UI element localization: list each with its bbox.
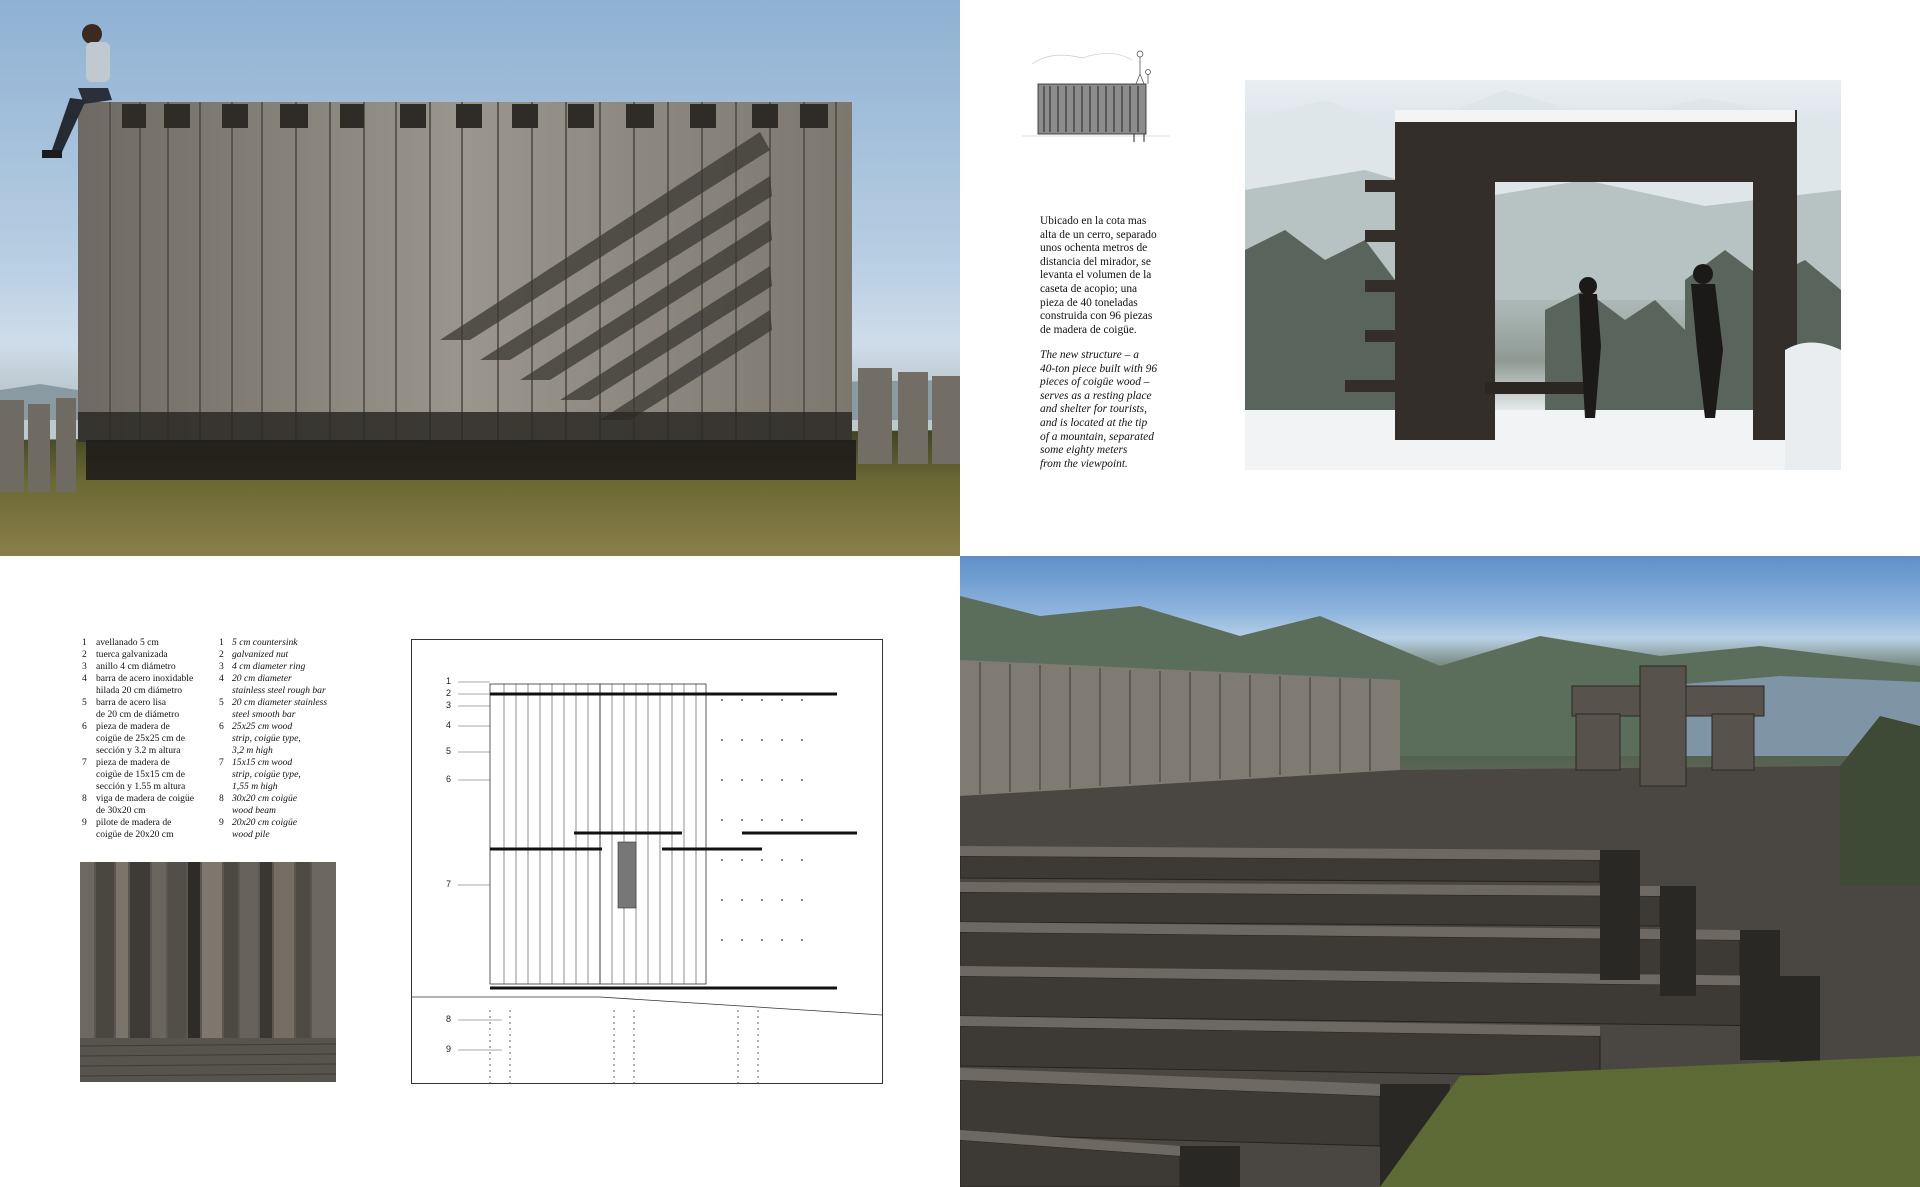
legend-number: 5	[219, 697, 224, 708]
intro-line: from the viewpoint.	[1040, 457, 1128, 470]
legend-text: tuerca galvanizada	[96, 649, 168, 660]
legend-item	[82, 793, 194, 817]
intro-line: Ubicado en la cota mas	[1040, 215, 1147, 227]
legend-number: 4	[82, 673, 87, 684]
legend-text: galvanized nut	[232, 649, 289, 660]
legend-text: pilote de madera de	[96, 817, 172, 828]
intro-line: caseta de acopio; una	[1040, 282, 1138, 295]
legend-item	[82, 721, 185, 757]
legend-number: 3	[82, 661, 87, 672]
construction-detail-drawing	[411, 639, 883, 1084]
photo-wooden-volume	[0, 0, 960, 556]
intro-line: pieces of coigüe wood –	[1040, 376, 1150, 389]
legend-text: viga de madera de coigüe	[96, 793, 195, 804]
legend-text: 20x20 cm coigüe	[232, 817, 298, 828]
intro-line: serves as a resting place	[1040, 389, 1152, 402]
intro-line: levanta el volumen de la	[1040, 269, 1152, 282]
intro-line: alta de un cerro, separado	[1040, 228, 1157, 241]
intro-text-spanish	[1040, 215, 1190, 337]
legend-text: coigüe de 25x25 cm de	[96, 733, 185, 744]
legend-text: wood beam	[232, 805, 276, 816]
legend-text: 15x15 cm wood	[232, 757, 293, 768]
legend-text: barra de acero inoxidable	[96, 673, 194, 684]
intro-text-english	[1040, 349, 1190, 471]
drawing-label: 3	[446, 700, 452, 710]
legend-item	[219, 673, 326, 697]
legend-text: steel smooth bar	[232, 709, 296, 720]
legend-text: avellanado 5 cm	[96, 637, 159, 648]
legend-item	[82, 649, 168, 661]
intro-line: 40-ton piece built with 96	[1040, 362, 1158, 375]
legend-item	[219, 661, 305, 673]
intro-line: distancia del mirador, se	[1040, 255, 1151, 268]
legend-number: 6	[82, 721, 87, 732]
legend-text: sección y 1.55 m altura	[96, 781, 186, 792]
intro-line: de madera de coigüe.	[1040, 323, 1137, 336]
photo-wall-texture	[80, 862, 336, 1082]
legend-text: 3,2 m high	[232, 745, 273, 756]
legend-item	[82, 673, 193, 697]
drawing-label: 8	[446, 1014, 452, 1024]
legend-number: 7	[82, 757, 87, 768]
legend-text: strip, coigüe type,	[232, 733, 301, 744]
legend-number: 7	[219, 757, 224, 768]
intro-line: The new structure – a	[1040, 349, 1139, 361]
legend-text: barra de acero lisa	[96, 697, 167, 708]
photo-snow-frame	[1245, 80, 1841, 470]
legend-number: 8	[82, 793, 87, 804]
intro-line: pieza de 40 toneladas	[1040, 296, 1138, 309]
legend-number: 1	[82, 637, 87, 648]
elevation-sketch	[1022, 44, 1170, 144]
legend-number: 3	[219, 661, 224, 672]
legend-text: strip, coigüe type,	[232, 769, 301, 780]
legend-item	[219, 721, 301, 757]
legend-text: stainless steel rough bar	[232, 685, 326, 696]
legend-text: 5 cm countersink	[232, 637, 298, 648]
legend-text: wood pile	[232, 829, 270, 840]
intro-line: and is located at the tip	[1040, 416, 1148, 429]
intro-line: of a mountain, separated	[1040, 430, 1154, 443]
drawing-label: 9	[446, 1044, 452, 1054]
legend-item	[219, 817, 297, 841]
drawing-label: 2	[446, 688, 452, 698]
legend-text: pieza de madera de	[96, 721, 170, 732]
legend-number: 9	[219, 817, 224, 828]
legend-item	[219, 649, 288, 661]
legend-english	[219, 637, 349, 842]
legend-number: 4	[219, 673, 224, 684]
drawing-label: 4	[446, 720, 452, 730]
intro-line: and shelter for tourists,	[1040, 403, 1147, 416]
legend-text: coigüe de 15x15 cm de	[96, 769, 185, 780]
legend-text: 1,55 m high	[232, 781, 278, 792]
legend-text: 4 cm diameter ring	[232, 661, 306, 672]
legend-text: hilada 20 cm diámetro	[96, 685, 183, 696]
legend-text: 20 cm diameter stainless	[232, 697, 328, 708]
legend-number: 2	[82, 649, 87, 660]
legend-text: sección y 3.2 m altura	[96, 745, 181, 756]
drawing-label: 1	[446, 676, 452, 686]
legend-item	[219, 697, 327, 721]
legend-text: de 30x20 cm	[96, 805, 146, 816]
legend-text: anillo 4 cm diámetro	[96, 661, 176, 672]
wooden-volume-illustration	[0, 0, 960, 556]
legend-text: coigüe de 20x20 cm	[96, 829, 174, 840]
legend-item	[219, 793, 297, 817]
legend-number: 8	[219, 793, 224, 804]
intro-line: construida con 96 piezas	[1040, 310, 1153, 323]
legend-item	[219, 637, 298, 649]
drawing-label: 5	[446, 746, 452, 756]
legend-text: 30x20 cm coigüe	[232, 793, 298, 804]
legend-text: 20 cm diameter	[232, 673, 292, 684]
drawing-label: 7	[446, 879, 452, 889]
legend-text: de 20 cm de diámetro	[96, 709, 180, 720]
photo-bench-field	[960, 556, 1920, 1187]
legend-number: 6	[219, 721, 224, 732]
legend-item	[82, 697, 179, 721]
legend-item	[219, 757, 301, 793]
legend-item	[82, 661, 176, 673]
legend-number: 5	[82, 697, 87, 708]
legend-item	[82, 757, 185, 793]
intro-line: unos ochenta metros de	[1040, 242, 1148, 255]
legend-number: 9	[82, 817, 87, 828]
drawing-label: 6	[446, 774, 452, 784]
legend-item	[82, 817, 174, 841]
legend-number: 2	[219, 649, 224, 660]
legend-text: pieza de madera de	[96, 757, 170, 768]
legend-text: 25x25 cm wood	[232, 721, 293, 732]
intro-line: some eighty meters	[1040, 444, 1128, 457]
legend-number: 1	[219, 637, 224, 648]
legend-item	[82, 637, 159, 649]
